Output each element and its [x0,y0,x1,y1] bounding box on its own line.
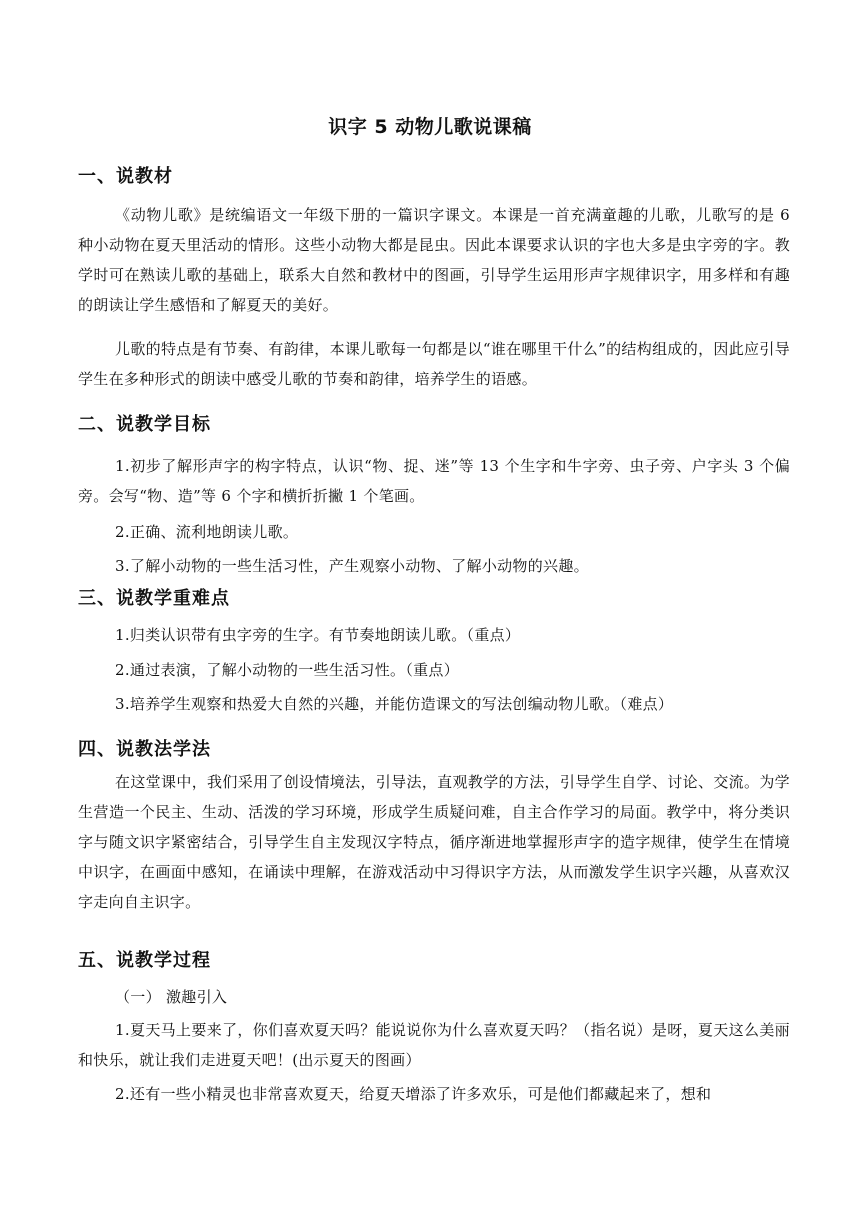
section-5-item-2: 2.还有一些小精灵也非常喜欢夏天，给夏天增添了许多欢乐，可是他们都藏起来了，想和 [115,1085,712,1103]
section-1-paragraph-1: 《动物儿歌》是统编语文一年级下册的一篇识字课文。本课是一首充满童趣的儿歌，儿歌写的是 6 种小动物在夏天里活动的情形。这些小动物大都是昆虫。因此本课要求认识的字也大多是虫字旁的字。教学时可在熟读儿歌的基础上，联系大自然和教材中的图画，引导学生运用形声字规律识字，用多样和有趣的朗读让学生感悟和了解夏天的美好。 [78,206,790,314]
section-2-item-3: 3.了解小动物的一些生活习性，产生观察小动物、了解小动物的兴趣。 [115,557,589,575]
section-heading-3: 三、说教学重难点 [78,588,230,609]
section-5-item-1: 1.夏天马上要来了，你们喜欢夏天吗？能说说你为什么喜欢夏天吗？（指名说）是呀，夏天这么美丽和快乐，就让我们走进夏天吧！(出示夏天的图画） [78,1021,790,1069]
section-2-item-1: 1.初步了解形声字的构字特点，认识“物、捉、迷”等 13 个生字和牛字旁、虫子旁、户字头 3 个偏旁。会写“物、造”等 6 个字和横折折撇 1 个笔画。 [78,457,790,505]
section-4-paragraph-1: 在这堂课中，我们采用了创设情境法，引导法，直观教学的方法，引导学生自学、讨论、交流。为学生营造一个民主、生动、活泼的学习环境，形成学生质疑问难，自主合作学习的局面。教学中，将分类识字与随文识字紧密结合，引导学生自主发现汉字特点，循序渐进地掌握形声字的造字规律，使学生在情境中识字，在画面中感知，在诵读中理解，在游戏活动中习得识字方法，从而激发学生识字兴趣，从喜欢汉字走向自主识字。 [78,773,790,911]
document-title: 识字 5 动物儿歌说课稿 [328,116,532,138]
section-3-item-3: 3.培养学生观察和热爱大自然的兴趣，并能仿造课文的写法创编动物儿歌。（难点） [115,695,674,713]
section-3-item-2: 2.通过表演，了解小动物的一些生活习性。（重点） [115,661,460,679]
section-heading-4: 四、说教法学法 [78,739,211,760]
section-5-subheading: （一） 激趣引入 [115,988,228,1006]
section-heading-5: 五、说教学过程 [78,950,211,971]
section-heading-1: 一、说教材 [78,166,173,187]
section-heading-2: 二、说教学目标 [78,414,211,435]
section-1-paragraph-2: 儿歌的特点是有节奏、有韵律，本课儿歌每一句都是以“谁在哪里干什么”的结构组成的，因此应引导学生在多种形式的朗读中感受儿歌的节奏和韵律，培养学生的语感。 [78,340,790,388]
section-2-item-2: 2.正确、流利地朗读儿歌。 [115,523,299,541]
section-3-item-1: 1.归类认识带有虫字旁的生字。有节奏地朗读儿歌。（重点） [115,626,521,644]
